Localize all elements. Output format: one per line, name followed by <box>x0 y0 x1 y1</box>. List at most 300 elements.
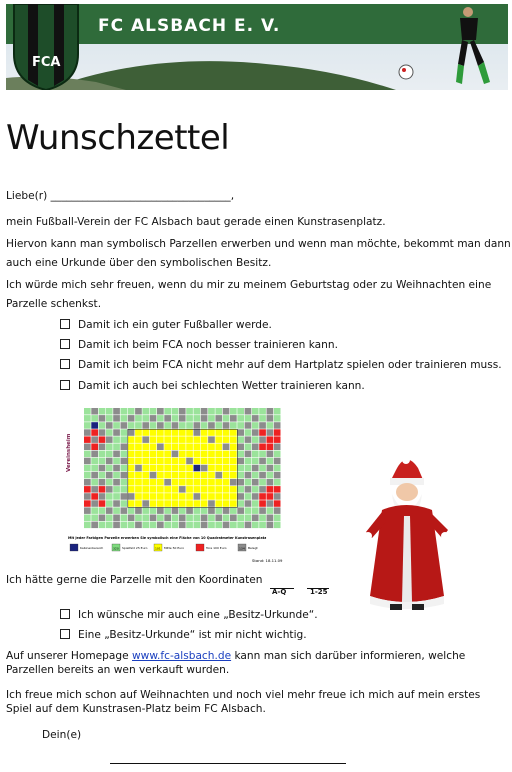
parcel-cell <box>215 436 222 443</box>
parcel-cell <box>172 522 179 529</box>
parcel-cell <box>194 479 201 486</box>
parcel-cell <box>194 507 201 514</box>
parcel-cell <box>252 522 259 529</box>
parcel-cell <box>84 507 91 514</box>
parcel-cell <box>99 465 106 472</box>
parcel-cell <box>91 451 98 458</box>
parcel-cell <box>172 451 179 458</box>
parcel-cell <box>274 436 281 443</box>
parcel-cell <box>208 515 215 522</box>
parcel-cell <box>215 451 222 458</box>
parcel-cell <box>121 415 128 422</box>
parcel-cell <box>128 436 135 443</box>
parcel-cell <box>245 486 252 493</box>
parcel-cell <box>208 465 215 472</box>
parcel-cell <box>91 436 98 443</box>
reason-item[interactable]: Damit ich ein guter Fußballer werde. <box>60 317 272 333</box>
parcel-cell <box>208 444 215 451</box>
parcel-cell <box>245 429 252 436</box>
parcel-cell <box>157 515 164 522</box>
signature-line[interactable] <box>110 763 346 764</box>
parcel-cell <box>201 515 208 522</box>
parcel-cell <box>230 422 237 429</box>
parcel-cell <box>157 465 164 472</box>
parcel-cell <box>128 515 135 522</box>
parcel-cell <box>186 500 193 507</box>
parcel-cell <box>99 422 106 429</box>
parcel-cell <box>274 472 281 479</box>
parcel-cell <box>252 515 259 522</box>
parcel-cell <box>128 493 135 500</box>
checkbox-icon[interactable] <box>60 629 70 639</box>
parcel-cell <box>142 422 149 429</box>
parcel-cell <box>194 500 201 507</box>
parcel-cell <box>208 422 215 429</box>
paragraph-2: Hiervon kann man symbolisch Parzellen erwerben und wenn man möchte, bekommt man dann auch eine Urkunde über den symbolischen Besitz. <box>6 238 511 269</box>
parcel-cell <box>172 415 179 422</box>
parcel-cell <box>215 444 222 451</box>
parcel-cell <box>237 415 244 422</box>
parcel-cell <box>113 451 120 458</box>
parcel-cell <box>157 472 164 479</box>
parcel-cell <box>150 422 157 429</box>
header-banner <box>6 4 508 90</box>
parcel-cell <box>157 458 164 465</box>
parcel-cell <box>267 451 274 458</box>
parcel-cell <box>252 422 259 429</box>
parcel-cell <box>215 500 222 507</box>
parcel-cell <box>135 408 142 415</box>
parcel-cell <box>259 422 266 429</box>
parcel-cell <box>99 486 106 493</box>
parcel-cell <box>150 451 157 458</box>
parcel-cell <box>194 415 201 422</box>
parcel-cell <box>172 408 179 415</box>
parcel-cell <box>259 465 266 472</box>
parcel-cell <box>215 515 222 522</box>
parcel-cell <box>194 408 201 415</box>
parcel-cell <box>259 458 266 465</box>
parcel-cell <box>201 436 208 443</box>
parcel-cell <box>201 479 208 486</box>
coordinate-number-field[interactable] <box>307 572 329 589</box>
parcel-cell <box>245 493 252 500</box>
parcel-cell <box>245 515 252 522</box>
parcel-cell <box>150 465 157 472</box>
parcel-cell <box>179 444 186 451</box>
parcel-cell <box>267 429 274 436</box>
parcel-cell <box>230 493 237 500</box>
parcel-cell <box>135 465 142 472</box>
parcel-cell <box>245 444 252 451</box>
parcel-cell <box>194 458 201 465</box>
parcel-cell <box>208 458 215 465</box>
parcel-cell <box>121 515 128 522</box>
parcel-cell <box>259 429 266 436</box>
parcel-cell <box>106 479 113 486</box>
checkbox-icon[interactable] <box>60 609 70 619</box>
reason-item[interactable]: Damit ich auch bei schlechten Wetter trainieren kann. <box>60 378 365 394</box>
parcel-cell <box>142 507 149 514</box>
parcel-cell <box>230 415 237 422</box>
parcel-cell <box>186 429 193 436</box>
parcel-cell <box>267 479 274 486</box>
parcel-cell <box>164 522 171 529</box>
parcel-cell <box>142 429 149 436</box>
parcel-cell <box>91 479 98 486</box>
parcel-cell <box>150 493 157 500</box>
parcel-cell <box>179 465 186 472</box>
parcel-cell <box>245 436 252 443</box>
parcel-cell <box>135 515 142 522</box>
parcel-cell <box>135 436 142 443</box>
crest-text: FCA <box>32 55 61 70</box>
parcel-cell <box>172 458 179 465</box>
parcel-cell <box>106 493 113 500</box>
parcel-cell <box>106 458 113 465</box>
parcel-cell <box>186 422 193 429</box>
parcel-cell <box>157 429 164 436</box>
parcel-cell <box>179 408 186 415</box>
parcel-cell <box>121 458 128 465</box>
parcel-cell <box>186 444 193 451</box>
parcel-cell <box>113 472 120 479</box>
parcel-cell <box>274 507 281 514</box>
parcel-cell <box>164 458 171 465</box>
parcel-cell <box>230 522 237 529</box>
parcel-cell <box>121 486 128 493</box>
parcel-cell <box>135 486 142 493</box>
parcel-cell <box>201 458 208 465</box>
parcel-cell <box>186 515 193 522</box>
ball-icon <box>399 65 413 79</box>
parcel-cell <box>142 472 149 479</box>
checkbox-icon[interactable] <box>60 339 70 349</box>
parcel-cell <box>142 436 149 443</box>
parcel-cell <box>164 465 171 472</box>
parcel-cell <box>135 451 142 458</box>
parcel-cell <box>128 451 135 458</box>
parcel-cell <box>252 493 259 500</box>
parcel-cell <box>208 479 215 486</box>
parcel-cell <box>201 486 208 493</box>
parcel-cell <box>223 500 230 507</box>
parcel-cell <box>128 429 135 436</box>
parcel-cell <box>194 515 201 522</box>
parcel-cell <box>164 429 171 436</box>
parcel-cell <box>113 422 120 429</box>
parcel-cell <box>245 522 252 529</box>
parcel-cell <box>201 522 208 529</box>
parcel-cell <box>274 493 281 500</box>
parcel-cell <box>179 507 186 514</box>
parcel-cell <box>113 458 120 465</box>
parcel-cell <box>252 408 259 415</box>
legend-label: Belegt <box>248 546 258 550</box>
checkbox-icon[interactable] <box>60 380 70 390</box>
parcel-cell <box>208 436 215 443</box>
parcel-cell <box>252 415 259 422</box>
parcel-cell <box>179 458 186 465</box>
parcel-cell <box>208 451 215 458</box>
parcel-cell <box>84 472 91 479</box>
parcel-cell <box>252 429 259 436</box>
parcel-cell <box>99 451 106 458</box>
paragraph-3: Ich würde mich sehr freuen, wenn du mir zu meinem Geburtstag oder zu Weihnachten eine Parzelle schenkst. <box>6 279 492 310</box>
parcel-cell <box>135 493 142 500</box>
reason-item[interactable]: Damit ich beim FCA noch besser trainieren kann. <box>60 337 338 353</box>
parcel-cell <box>99 408 106 415</box>
parcel-cell <box>121 436 128 443</box>
parcel-cell <box>237 444 244 451</box>
parcel-cell <box>274 444 281 451</box>
parcel-cell <box>135 507 142 514</box>
parcel-cell <box>113 493 120 500</box>
parcel-cell <box>106 436 113 443</box>
parcel-cell <box>186 486 193 493</box>
parcel-cell <box>186 507 193 514</box>
parcel-cell <box>186 415 193 422</box>
parcel-cell <box>223 436 230 443</box>
parcel-cell <box>259 500 266 507</box>
parcel-cell <box>208 507 215 514</box>
parcel-cell <box>84 479 91 486</box>
parcel-cell <box>106 515 113 522</box>
parcel-cell <box>91 507 98 514</box>
parcel-cell <box>237 451 244 458</box>
parcel-cell <box>179 500 186 507</box>
parcel-cell <box>128 522 135 529</box>
parcel-cell <box>113 415 120 422</box>
legend-label: Kabinenbereich <box>80 546 104 550</box>
parcel-cell <box>150 436 157 443</box>
parcel-cell <box>106 429 113 436</box>
parcel-cell <box>208 415 215 422</box>
parcel-cell <box>142 493 149 500</box>
parcel-cell <box>274 486 281 493</box>
reason-item[interactable]: Damit ich beim FCA nicht mehr auf dem Hartplatz spielen oder trainieren muss. <box>60 357 502 373</box>
parcel-cell <box>230 408 237 415</box>
parcel-cell <box>215 486 222 493</box>
club-name: FC ALSBACH E. V. <box>98 16 281 36</box>
parcel-cell <box>164 493 171 500</box>
parcel-cell <box>194 422 201 429</box>
parcel-cell <box>99 444 106 451</box>
homepage-paragraph: Auf unserer Homepage www.fc-alsbach.de kann man sich darüber informieren, welche Parzellen bereits an wen verkauft wurden. <box>6 650 466 676</box>
parcel-cell <box>201 465 208 472</box>
parcel-cell <box>99 493 106 500</box>
parcel-cell <box>164 500 171 507</box>
parcel-cell <box>106 465 113 472</box>
parcel-cell <box>99 436 106 443</box>
parcel-cell <box>245 479 252 486</box>
parcel-cell <box>84 415 91 422</box>
parcel-cell <box>135 522 142 529</box>
parcel-cell <box>252 472 259 479</box>
parcel-cell <box>121 444 128 451</box>
parcel-cell <box>237 515 244 522</box>
parcel-cell <box>99 429 106 436</box>
parcel-cell <box>121 465 128 472</box>
checkbox-icon[interactable] <box>60 359 70 369</box>
parcel-cell <box>179 486 186 493</box>
parcel-cell <box>208 472 215 479</box>
parcel-cell <box>128 458 135 465</box>
parcel-cell <box>237 522 244 529</box>
parcel-cell <box>252 486 259 493</box>
parcel-cell <box>237 493 244 500</box>
parcel-cell <box>230 444 237 451</box>
parcel-cell <box>121 479 128 486</box>
parcel-cell <box>267 415 274 422</box>
parcel-cell <box>274 408 281 415</box>
parcel-cell <box>230 515 237 522</box>
player-icon <box>456 7 490 84</box>
parcel-cell <box>113 444 120 451</box>
parcel-cell <box>113 465 120 472</box>
parcel-cell <box>230 451 237 458</box>
parcel-cell <box>113 522 120 529</box>
parcel-cell <box>237 422 244 429</box>
parcel-cell <box>259 451 266 458</box>
parcel-cell <box>208 429 215 436</box>
parcel-cell <box>223 408 230 415</box>
parcel-cell <box>164 415 171 422</box>
parcel-cell <box>91 500 98 507</box>
parcel-cell <box>186 451 193 458</box>
parcel-cell <box>150 515 157 522</box>
parcel-cell <box>172 472 179 479</box>
parcel-cell <box>245 500 252 507</box>
parcel-cell <box>267 458 274 465</box>
parcel-cell <box>245 451 252 458</box>
parcel-cell <box>91 486 98 493</box>
parcel-cell <box>201 451 208 458</box>
parcel-cell <box>172 500 179 507</box>
legend-count: 101 <box>155 546 161 551</box>
parcel-cell <box>215 415 222 422</box>
parcel-cell <box>259 444 266 451</box>
parcel-cell <box>274 522 281 529</box>
parcel-cell <box>252 451 259 458</box>
parcel-cell <box>128 408 135 415</box>
parcel-cell <box>84 444 91 451</box>
parcel-cell <box>150 415 157 422</box>
parcel-cell <box>172 465 179 472</box>
parcel-cell <box>237 458 244 465</box>
parcel-cell <box>215 458 222 465</box>
parcel-cell <box>113 429 120 436</box>
parcel-cell <box>113 408 120 415</box>
parcel-cell <box>223 479 230 486</box>
parcel-cell <box>215 522 222 529</box>
parcel-cell <box>106 472 113 479</box>
certificate-option[interactable]: Eine „Besitz-Urkunde“ ist mir nicht wichtig. <box>60 627 307 643</box>
parcel-cell <box>223 422 230 429</box>
parcel-cell <box>164 436 171 443</box>
parcel-cell <box>245 415 252 422</box>
parcel-cell <box>91 458 98 465</box>
parcel-cell <box>245 422 252 429</box>
parcel-cell <box>194 465 201 472</box>
parcel-cell <box>157 486 164 493</box>
parcel-cell <box>150 479 157 486</box>
parcel-cell <box>215 507 222 514</box>
parcel-cell <box>179 515 186 522</box>
parcel-cell <box>135 472 142 479</box>
legend-count: 320 <box>113 546 119 551</box>
parcel-cell <box>142 515 149 522</box>
parcel-cell <box>252 444 259 451</box>
parcel-cell <box>157 408 164 415</box>
parcel-cell <box>201 493 208 500</box>
parcel-cell <box>223 444 230 451</box>
certificate-option[interactable]: Ich wünsche mir auch eine „Besitz-Urkunde“. <box>60 607 318 623</box>
parcel-cell <box>274 479 281 486</box>
parcel-cell <box>252 436 259 443</box>
parcel-cell <box>84 486 91 493</box>
homepage-link[interactable]: www.fc-alsbach.de <box>132 650 232 662</box>
parcel-cell <box>84 465 91 472</box>
parcel-cell <box>172 515 179 522</box>
paragraph-1: mein Fußball-Verein der FC Alsbach baut gerade einen Kunstrasenplatz. <box>6 216 386 228</box>
parcel-cell <box>106 408 113 415</box>
parcel-cell <box>179 522 186 529</box>
checkbox-icon[interactable] <box>60 319 70 329</box>
parcel-cell <box>237 479 244 486</box>
parcel-cell <box>135 429 142 436</box>
parcel-cell <box>201 500 208 507</box>
parcel-cell <box>99 500 106 507</box>
parcel-cell <box>230 472 237 479</box>
parcel-cell <box>99 472 106 479</box>
parcel-cell <box>208 408 215 415</box>
parcel-cell <box>194 486 201 493</box>
parcel-cell <box>208 522 215 529</box>
parcel-cell <box>215 422 222 429</box>
parcel-cell <box>121 422 128 429</box>
parcel-cell <box>267 465 274 472</box>
parcel-cell <box>91 408 98 415</box>
parcel-cell <box>99 507 106 514</box>
parcel-cell <box>157 500 164 507</box>
parcel-cell <box>223 429 230 436</box>
parcel-cell <box>91 522 98 529</box>
coordinate-letter-field[interactable] <box>270 572 294 589</box>
parcel-cell <box>157 436 164 443</box>
parcel-cell <box>186 472 193 479</box>
parcel-cell <box>150 500 157 507</box>
parcel-cell <box>194 522 201 529</box>
parcel-cell <box>230 486 237 493</box>
parcel-cell <box>245 458 252 465</box>
parcel-cell <box>252 500 259 507</box>
parcel-cell <box>267 444 274 451</box>
parcel-cell <box>237 408 244 415</box>
parcel-cell <box>121 522 128 529</box>
parcel-cell <box>259 507 266 514</box>
parcel-cell <box>267 486 274 493</box>
parcel-cell <box>121 493 128 500</box>
parcel-cell <box>91 515 98 522</box>
parcel-cell <box>128 507 135 514</box>
parcel-cell <box>150 486 157 493</box>
parcel-cell <box>121 507 128 514</box>
parcel-cell <box>84 458 91 465</box>
parcel-cell <box>128 465 135 472</box>
parcel-cell <box>259 515 266 522</box>
parcel-cell <box>121 429 128 436</box>
